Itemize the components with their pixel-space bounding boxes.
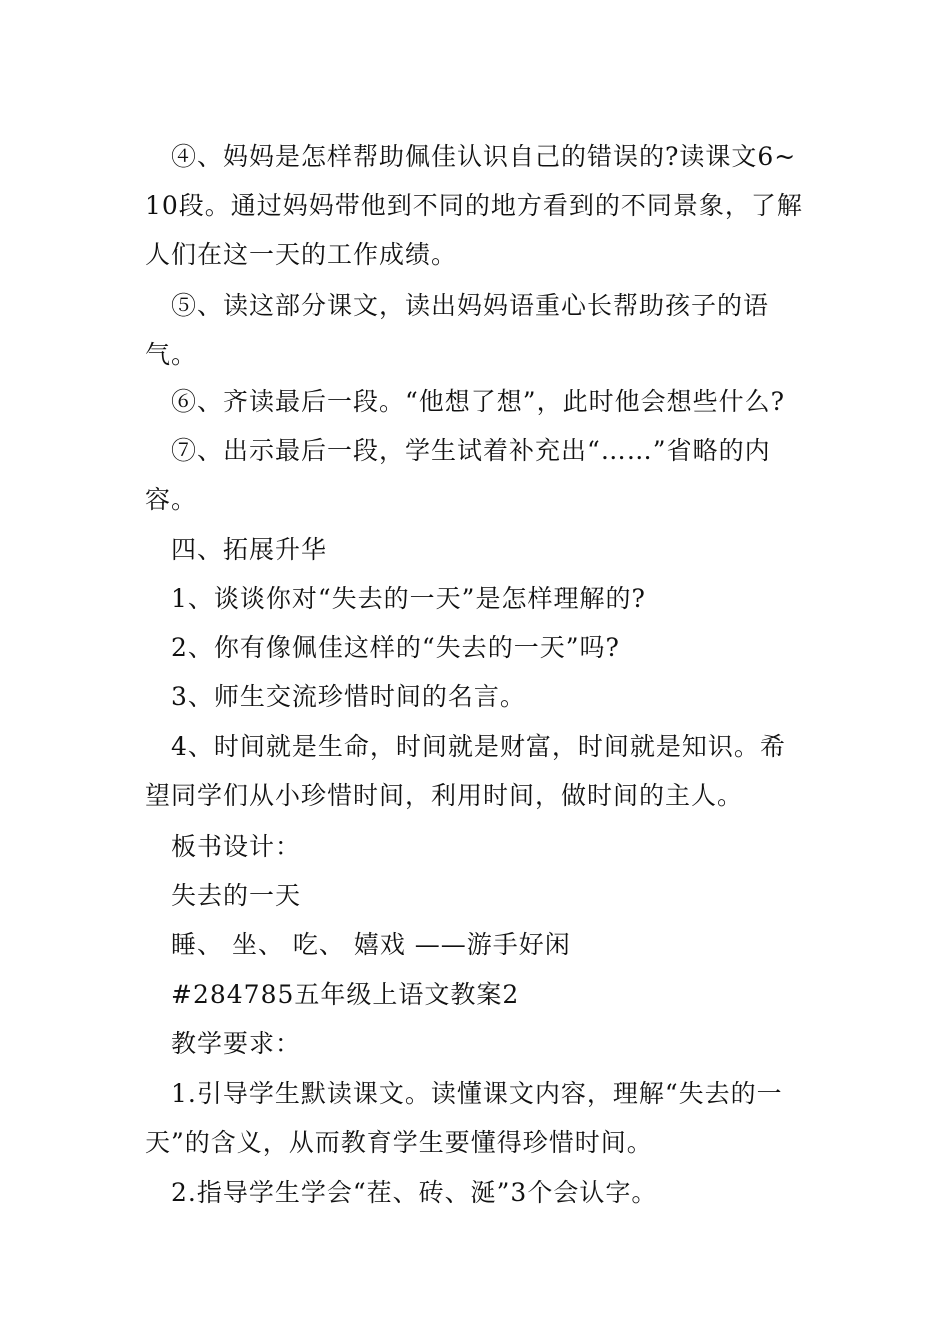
paragraph-item-3: 3、师生交流珍惜时间的名言。 [171,682,526,711]
requirement-2: 2.指导学生学会“茬、砖、涎”3个会认字。 [171,1178,658,1207]
board-design-label: 板书设计： [171,832,302,861]
section-heading-extension: 四、拓展升华 [171,535,328,564]
teaching-requirements-label: 教学要求： [171,1029,302,1058]
requirement-1: 1.引导学生默读课文。读懂课文内容，理解“失去的一天”的含义，从而教育学生要懂得珍惜时间。 [145,1079,783,1157]
paragraph-item-2: 2、你有像佩佳这样的“失去的一天”吗? [171,633,620,662]
board-design-title: 失去的一天 [171,881,302,910]
lesson-plan-title: #284785五年级上语文教案2 [171,980,520,1009]
paragraph-step-5: ⑤、读这部分课文，读出妈妈语重心长帮助孩子的语气。 [145,291,770,369]
paragraph-step-6: ⑥、齐读最后一段。“他想了想”，此时他会想些什么? [171,387,785,416]
paragraph-item-1: 1、谈谈你对“失去的一天”是怎样理解的? [171,584,646,613]
paragraph-item-4: 4、时间就是生命，时间就是财富，时间就是知识。希望同学们从小珍惜时间，利用时间，做时间的主人。 [145,732,786,810]
board-design-content: 睡、 坐、 吃、 嬉戏 ——游手好闲 [171,930,571,959]
paragraph-step-7: ⑦、出示最后一段，学生试着补充出“……”省略的内容。 [145,436,771,514]
paragraph-step-4: ④、妈妈是怎样帮助佩佳认识自己的错误的?读课文6~10段。通过妈妈带他到不同的地方看到的不同景象，了解人们在这一天的工作成绩。 [145,142,803,269]
